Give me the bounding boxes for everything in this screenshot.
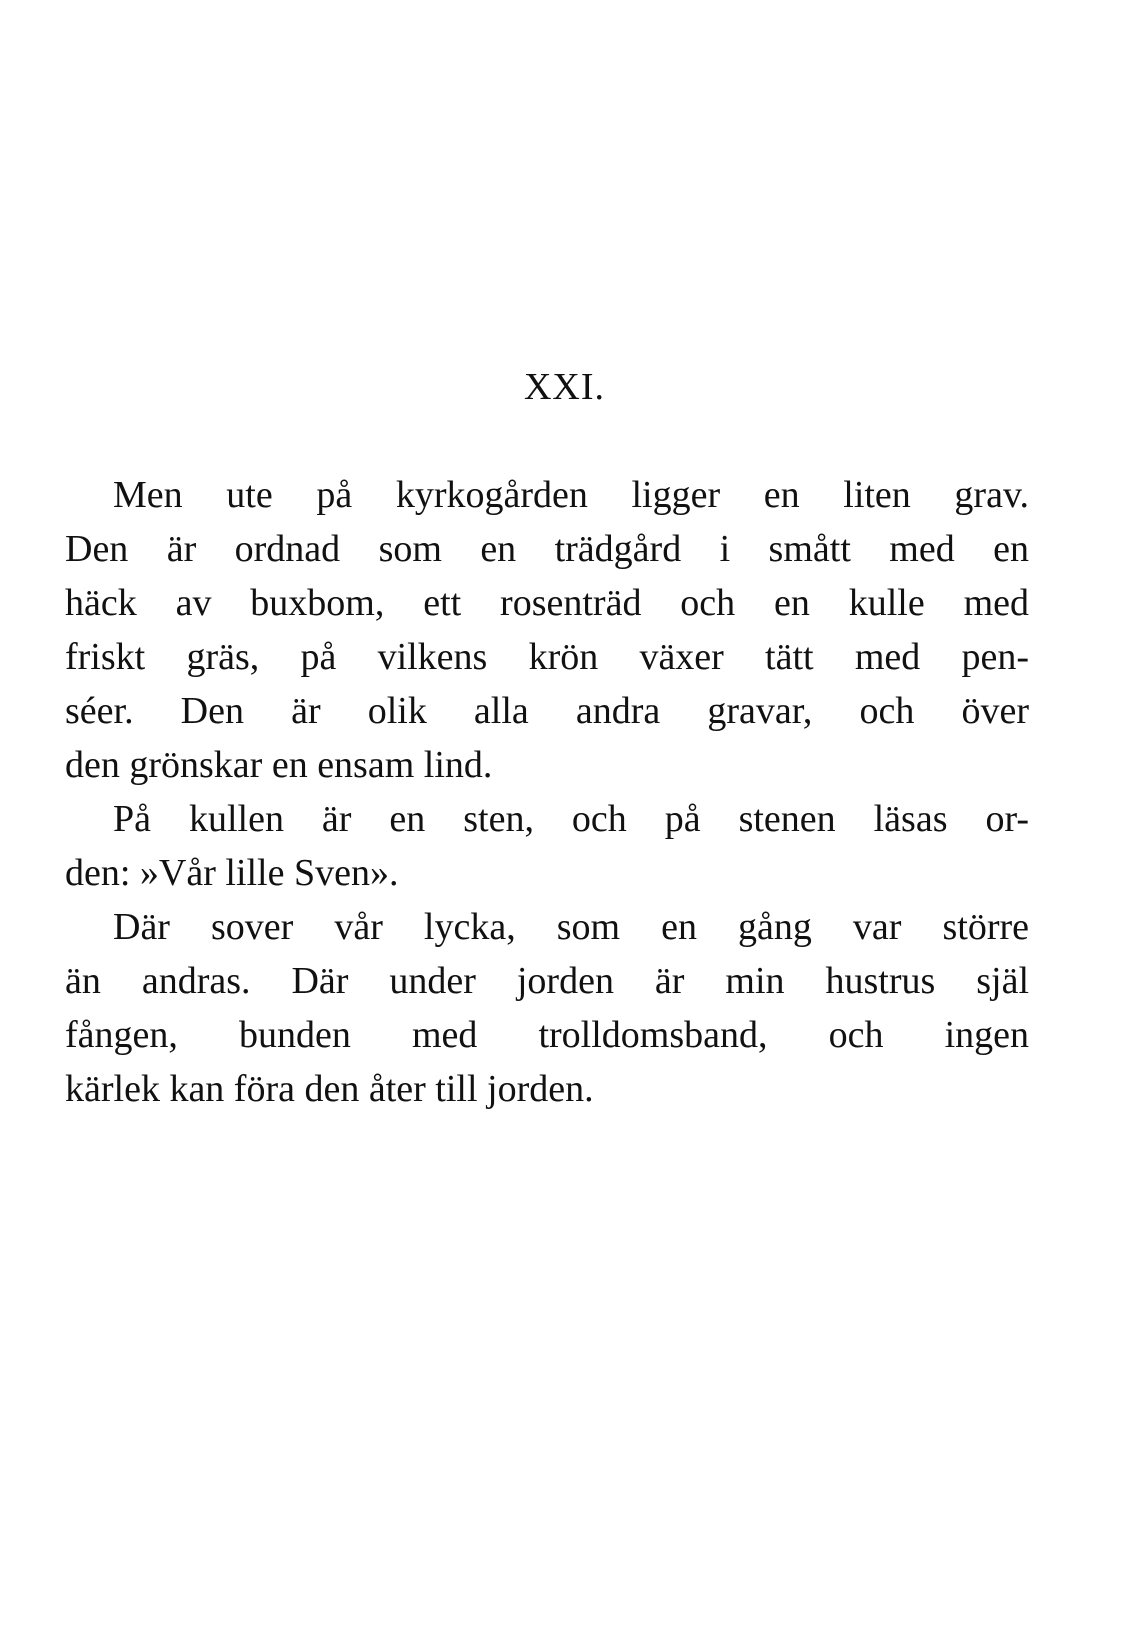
- text-line: friskt gräs, på vilkens krön växer tätt med pen-: [65, 636, 1029, 678]
- text-line: Där sover vår lycka, som en gång var större: [113, 906, 1029, 948]
- text-line: Men ute på kyrkogården ligger en liten grav.: [113, 474, 1029, 516]
- text-line: fången, bunden med trolldomsband, och ingen: [65, 1014, 1029, 1056]
- text-line: än andras. Där under jorden är min hustrus själ: [65, 960, 1029, 1002]
- paragraph-2: [65, 792, 1029, 900]
- paragraph-3: [65, 900, 1029, 1116]
- paragraph-1: [65, 468, 1029, 792]
- text-line: den grönskar en ensam lind.: [65, 744, 493, 786]
- text-line: den: »Vår lille Sven».: [65, 852, 399, 894]
- text-line: häck av buxbom, ett rosenträd och en kulle med: [65, 582, 1029, 624]
- chapter-heading: XXI.: [523, 366, 606, 408]
- text-line: Den är ordnad som en trädgård i smått med en: [65, 528, 1029, 570]
- text-line: kärlek kan föra den åter till jorden.: [65, 1068, 594, 1110]
- text-line: På kullen är en sten, och på stenen läsas or-: [113, 798, 1029, 840]
- text-line: séer. Den är olik alla andra gravar, och över: [65, 690, 1029, 732]
- body-text: [65, 468, 1029, 1116]
